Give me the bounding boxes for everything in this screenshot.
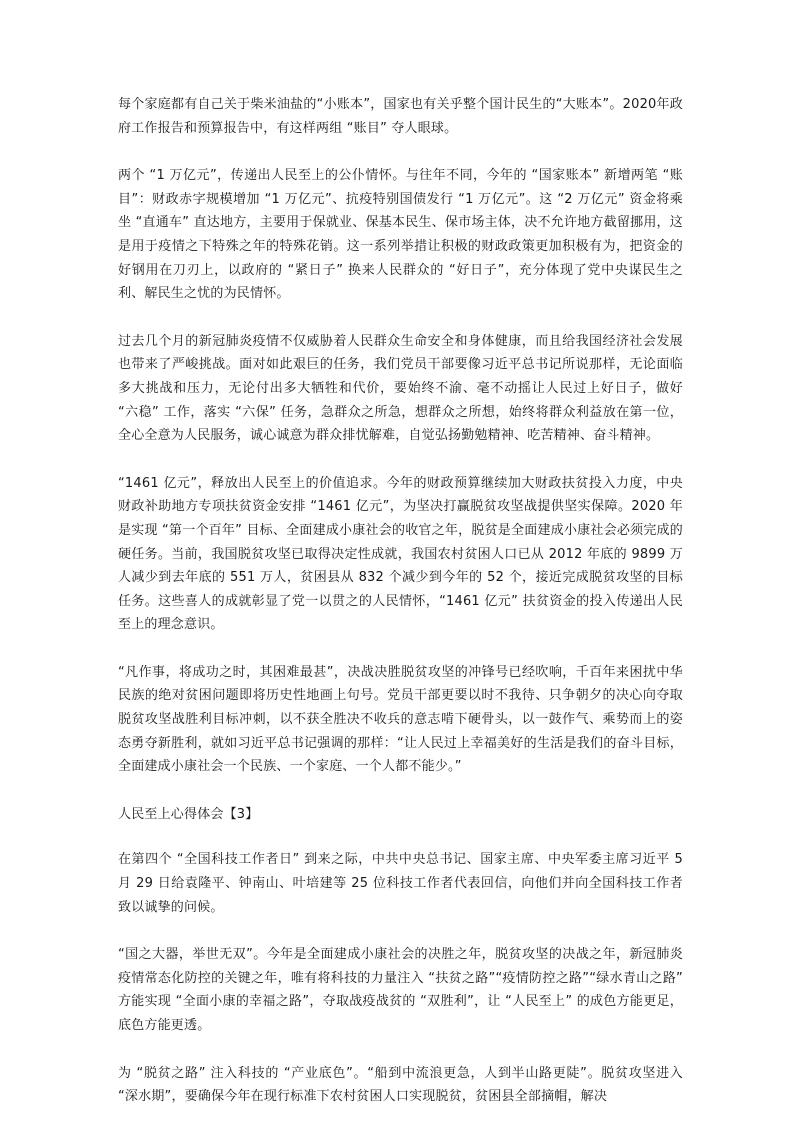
paragraph-poverty-road: 为 “脱贫之路” 注入科技的 “产业底色”。“船到中流浪更急，人到半山路更陡”。脱贫攻坚进入 “深水期”，要确保今年在现行标准下农村贫困人口实现脱贫，贫困县全部摘帽，解决 xyxy=(118,1065,683,1105)
paragraph-poverty-alleviation: “凡作事，将成功之时，其困难最甚”，决战决胜脱贫攻坚的冲锋号已经吹响，千百年来困扰中华民族的绝对贫困问题即将历史性地画上句号。党员干部更要以时不我待、只争朝夕的决心向夺取脱贫攻坚战胜利目标冲刺，以不获全胜决不收兵的意志啃下硬骨头，以一鼓作气、乘势而上的姿态勇夺新胜利，就如习近平总书记强调的那样：“让人民过上幸福美好的生活是我们的奋斗目标，全面建成小康社会一个民族、一个家庭、一个人都不能少。” xyxy=(118,664,683,775)
paragraph-account-books: 每个家庭都有自己关于柴米油盐的“小账本”，国家也有关乎整个国计民生的“大账本”。2020年政府工作报告和预算报告中，有这样两组 “账目” 夺人眼球。 xyxy=(118,97,683,136)
paragraph-covid-challenges: 过去几个月的新冠肺炎疫情不仅威胁着人民群众生命安全和身体健康，而且给我国经济社会发展也带来了严峻挑战。面对如此艰巨的任务，我们党员干部要像习近平总书记所说那样，无论面临多大挑战和压力，无论付出多大牺牲和代价，要始终不渝、毫不动摇让人民过上好日子，做好 “六稳” 工作，落实 “六保” 任务，急群众之所急，想群众之所想，始终将群众利益放在第一位，全心全意为人民服务，诚心诚意为群众排忧解难，自觉弘扬勤勉精神、吃苦精神、奋斗精神。 xyxy=(118,333,683,444)
paragraph-1461-billion: “1461 亿元”，释放出人民至上的价值追求。今年的财政预算继续加大财政扶贫投入力度，中央财政补助地方专项扶贫资金安排 “1461 亿元”，为坚决打赢脱贫攻坚战提供坚实保障。2020 年是实现 “第一个百年” 目标、全面建成小康社会的收官之年，脱贫是全面建成小康社会必须完成的硬任务。当前，我国脱贫攻坚已取得决定性成就，我国农村贫困人口已从 2012 年底的 9899 万人减少到去年底的 551 万人，贫困县从 832 个减少到今年的 52 个，接近完成脱贫攻坚的目标任务。这些喜人的成就彰显了党一以贯之的人民情怀，“1461 亿元” 扶贫资金的投入传递出人民至上的理念意识。 xyxy=(118,475,683,633)
section-heading: 人民至上心得体会【3】 xyxy=(118,806,259,822)
document-page xyxy=(118,93,683,1133)
paragraph-trillion-yuan: 两个 “1 万亿元”，传递出人民至上的公仆情怀。与往年不同，今年的 “国家账本” 新增两笔 “账目”：财政赤字规模增加 “1 万亿元”、抗疫特别国债发行 “1 万亿元”。这 “2 万亿元” 资金将乘坐 “直通车” 直达地方，主要用于保就业、保基本民生、保市场主体，决不允许地方截留挪用，这是用于疫情之下特殊之年的特殊花销。这一系列举措让积极的财政政策更加积极有为，把资金的好钢用在刀刃上，以政府的 “紧日子” 换来人民群众的 “好日子”，充分体现了党中央谋民生之利、解民生之忧的为民情怀。 xyxy=(118,168,683,302)
paragraph-national-treasures: “国之大器，举世无双”。今年是全面建成小康社会的决胜之年，脱贫攻坚的决战之年，新冠肺炎疫情常态化防控的关键之年，唯有将科技的力量注入 “扶贫之路”“疫情防控之路”“绿水青山之路” 方能实现 “全面小康的幸福之路”，夺取战疫战贫的 “双胜利”，让 “人民至上” 的成色方能更足，底色方能更透。 xyxy=(118,947,683,1033)
paragraph-science-workers-day: 在第四个 “全国科技工作者日” 到来之际，中共中央总书记、国家主席、中央军委主席习近平 5 月 29 日给袁隆平、钟南山、叶培建等 25 位科技工作者代表回信，向他们并向全国科技工作者致以诚挚的问候。 xyxy=(118,852,683,915)
